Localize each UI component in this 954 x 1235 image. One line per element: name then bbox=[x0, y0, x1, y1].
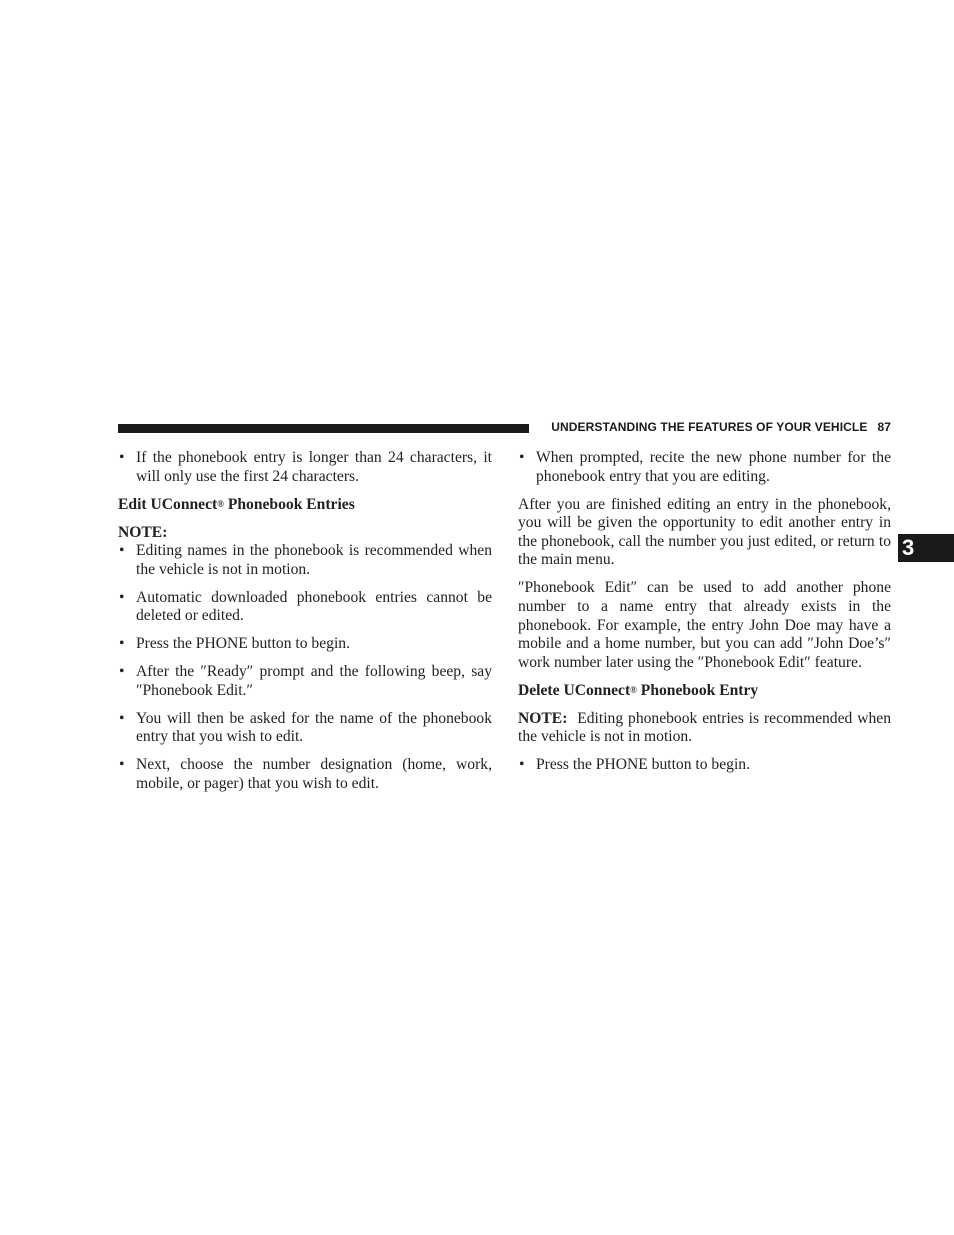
list-item: • You will then be asked for the name of the phonebook entry that you wish to edit. bbox=[118, 710, 492, 747]
list-item: • After the ″Ready″ prompt and the following beep, say ″Phonebook Edit.″ bbox=[118, 663, 492, 700]
section-heading-edit bbox=[118, 496, 492, 515]
section-heading-delete bbox=[518, 682, 891, 701]
page-number: 87 bbox=[877, 420, 891, 434]
list-item: • Automatic downloaded phonebook entries cannot be deleted or edited. bbox=[118, 589, 492, 626]
list-item: • Editing names in the phonebook is recommended when the vehicle is not in motion. bbox=[118, 542, 492, 579]
registered-mark: ® bbox=[630, 684, 637, 695]
note-text: Editing phonebook entries is recommended when the vehicle is not in motion. bbox=[518, 709, 891, 746]
registered-mark: ® bbox=[217, 498, 224, 509]
chapter-tab[interactable]: 3 bbox=[898, 534, 954, 562]
running-header bbox=[539, 420, 891, 434]
paragraph: After you are finished editing an entry in the phonebook, you will be given the opportunity to edit another entry in the phonebook, call the number you just edited, or return to the main menu. bbox=[518, 495, 891, 569]
list-item: • Press the PHONE button to begin. bbox=[118, 635, 492, 654]
section-title: UNDERSTANDING THE FEATURES OF YOUR VEHICLE bbox=[551, 420, 868, 434]
heading-text: Delete UConnect bbox=[518, 681, 631, 699]
paragraph: ″Phonebook Edit″ can be used to add another phone number to a name entry that already exists in the phonebook. For example, the entry John Doe may have a mobile and a home number, but you can add ″John Doe’s″ work number later using the ″Phonebook Edit″ feature. bbox=[518, 579, 891, 671]
list-item: • If the phonebook entry is longer than 24 characters, it will only use the first 24 characters. bbox=[118, 449, 492, 486]
heading-text: Edit UConnect bbox=[118, 495, 218, 513]
note-label: NOTE: bbox=[518, 709, 568, 727]
header-rule bbox=[118, 424, 529, 433]
left-column bbox=[118, 449, 492, 803]
note-paragraph bbox=[518, 710, 891, 747]
note-label: NOTE: bbox=[118, 523, 168, 541]
list-item: • When prompted, recite the new phone number for the phonebook entry that you are editing. bbox=[518, 449, 891, 486]
heading-text: Phonebook Entry bbox=[636, 681, 759, 699]
list-item: • Press the PHONE button to begin. bbox=[518, 756, 891, 775]
heading-text: Phonebook Entries bbox=[223, 495, 355, 513]
right-column bbox=[518, 449, 891, 784]
list-item: • Next, choose the number designation (home, work, mobile, or pager) that you wish to edit. bbox=[118, 756, 492, 793]
